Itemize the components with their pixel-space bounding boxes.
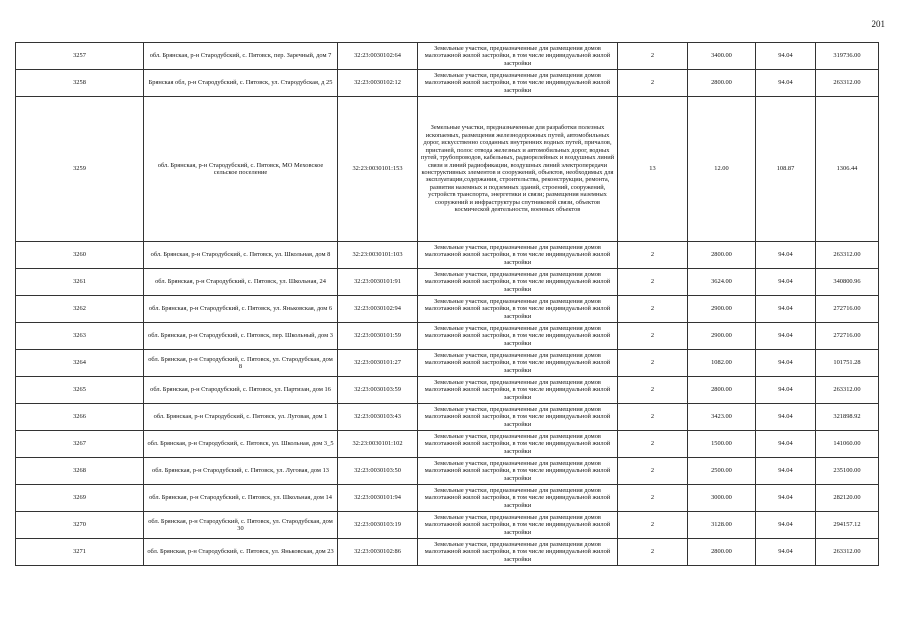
cell-area: 2800.00 [688, 539, 756, 566]
cell-land-use-type: Земельные участки, предназначенные для размещения домов малоэтажной жилой застройки, в том числе индивидуальной жилой застройки [418, 350, 618, 377]
cell-cadastral-value: 319736.00 [816, 43, 879, 70]
cell-land-use-type: Земельные участки, предназначенные для размещения домов малоэтажной жилой застройки, в том числе индивидуальной жилой застройки [418, 323, 618, 350]
cell-cadastral-number: 32:23:0030103:43 [338, 404, 418, 431]
cell-area: 3423.00 [688, 404, 756, 431]
cell-cadastral-number: 32:23:0030101:91 [338, 269, 418, 296]
cell-address: обл. Брянская, р-н Стародубский, с. Пятовск, ул. Школьная, дом 3_5 [144, 431, 338, 458]
table-row [16, 269, 879, 296]
cell-land-use-type: Земельные участки, предназначенные для размещения домов малоэтажной жилой застройки, в том числе индивидуальной жилой застройки [418, 539, 618, 566]
cell-area: 3000.00 [688, 485, 756, 512]
cell-row-number: 3270 [16, 512, 144, 539]
cell-specific-value: 94.04 [756, 431, 816, 458]
cell-specific-value: 94.04 [756, 377, 816, 404]
cell-row-number: 3260 [16, 242, 144, 269]
cell-row-number: 3259 [16, 97, 144, 242]
table-row [16, 404, 879, 431]
cell-cadastral-value: 101751.28 [816, 350, 879, 377]
table-row [16, 485, 879, 512]
table-row [16, 70, 879, 97]
cell-address: обл. Брянская, р-н Стародубский, с. Пятовск, ул. Стародубская, дом 8 [144, 350, 338, 377]
table-row [16, 431, 879, 458]
cell-cadastral-value: 235100.00 [816, 458, 879, 485]
cell-group: 2 [618, 323, 688, 350]
cell-row-number: 3257 [16, 43, 144, 70]
cell-cadastral-value: 321898.92 [816, 404, 879, 431]
cell-cadastral-number: 32:23:0030101:27 [338, 350, 418, 377]
table-row [16, 350, 879, 377]
cell-group: 13 [618, 97, 688, 242]
cell-row-number: 3262 [16, 296, 144, 323]
cell-cadastral-value: 141060.00 [816, 431, 879, 458]
cell-address: обл. Брянская, р-н Стародубский, с. Пятовск, ул. Стародубская, дом 30 [144, 512, 338, 539]
cell-area: 1500.00 [688, 431, 756, 458]
cell-land-use-type: Земельные участки, предназначенные для размещения домов малоэтажной жилой застройки, в том числе индивидуальной жилой застройки [418, 404, 618, 431]
cell-specific-value: 94.04 [756, 269, 816, 296]
cell-row-number: 3269 [16, 485, 144, 512]
cell-cadastral-number: 32:23:0030101:102 [338, 431, 418, 458]
cell-area: 1082.00 [688, 350, 756, 377]
cell-cadastral-value: 272716.00 [816, 296, 879, 323]
cell-row-number: 3263 [16, 323, 144, 350]
cell-cadastral-number: 32:23:0030101:103 [338, 242, 418, 269]
cell-row-number: 3268 [16, 458, 144, 485]
cell-row-number: 3261 [16, 269, 144, 296]
table-row [16, 539, 879, 566]
cell-specific-value: 94.04 [756, 485, 816, 512]
cell-land-use-type: Земельные участки, предназначенные для размещения домов малоэтажной жилой застройки, в том числе индивидуальной жилой застройки [418, 43, 618, 70]
cell-land-use-type: Земельные участки, предназначенные для размещения домов малоэтажной жилой застройки, в том числе индивидуальной жилой застройки [418, 377, 618, 404]
cell-address: Брянская обл, р-н Стародубский, с. Пятовск, ул. Стародубская, д 25 [144, 70, 338, 97]
cell-cadastral-number: 32:23:0030101:59 [338, 323, 418, 350]
cell-cadastral-value: 1306.44 [816, 97, 879, 242]
cell-area: 2800.00 [688, 70, 756, 97]
table-row [16, 512, 879, 539]
cell-group: 2 [618, 377, 688, 404]
cell-specific-value: 94.04 [756, 539, 816, 566]
cell-specific-value: 94.04 [756, 458, 816, 485]
cell-specific-value: 94.04 [756, 512, 816, 539]
table-row [16, 296, 879, 323]
cell-area: 3400.00 [688, 43, 756, 70]
cell-cadastral-value: 263312.00 [816, 70, 879, 97]
cell-specific-value: 94.04 [756, 43, 816, 70]
cell-specific-value: 94.04 [756, 70, 816, 97]
cell-land-use-type: Земельные участки, предназначенные для размещения домов малоэтажной жилой застройки, в том числе индивидуальной жилой застройки [418, 70, 618, 97]
cell-group: 2 [618, 43, 688, 70]
cell-cadastral-value: 340800.96 [816, 269, 879, 296]
cell-group: 2 [618, 512, 688, 539]
table-body [16, 43, 879, 566]
cell-group: 2 [618, 458, 688, 485]
cell-group: 2 [618, 539, 688, 566]
cell-group: 2 [618, 269, 688, 296]
cell-area: 2900.00 [688, 296, 756, 323]
cell-group: 2 [618, 242, 688, 269]
cell-specific-value: 94.04 [756, 404, 816, 431]
cell-cadastral-value: 263312.00 [816, 377, 879, 404]
cell-cadastral-number: 32:23:0030102:94 [338, 296, 418, 323]
cell-cadastral-number: 32:23:0030102:64 [338, 43, 418, 70]
cell-land-use-type: Земельные участки, предназначенные для размещения домов малоэтажной жилой застройки, в том числе индивидуальной жилой застройки [418, 242, 618, 269]
table-row [16, 97, 879, 242]
cell-address: обл. Брянская, р-н Стародубский, с. Пятовск, ул. Школьная, 24 [144, 269, 338, 296]
cell-land-use-type: Земельные участки, предназначенные для размещения домов малоэтажной жилой застройки, в том числе индивидуальной жилой застройки [418, 458, 618, 485]
cell-land-use-type: Земельные участки, предназначенные для размещения домов малоэтажной жилой застройки, в том числе индивидуальной жилой застройки [418, 269, 618, 296]
cell-land-use-type: Земельные участки, предназначенные для размещения домов малоэтажной жилой застройки, в том числе индивидуальной жилой застройки [418, 512, 618, 539]
cell-row-number: 3265 [16, 377, 144, 404]
cell-address: обл. Брянская, р-н Стародубский, с. Пятовск, ул. Школьная, дом 8 [144, 242, 338, 269]
cell-row-number: 3264 [16, 350, 144, 377]
cell-cadastral-value: 263312.00 [816, 242, 879, 269]
cadastral-value-table [15, 42, 879, 566]
cell-cadastral-value: 263312.00 [816, 539, 879, 566]
table-row [16, 458, 879, 485]
cell-row-number: 3267 [16, 431, 144, 458]
table-row [16, 323, 879, 350]
cell-address: обл. Брянская, р-н Стародубский, с. Пятовск, пер. Заречный, дом 7 [144, 43, 338, 70]
cell-area: 2800.00 [688, 377, 756, 404]
page-number: 201 [871, 19, 885, 29]
cell-area: 3624.00 [688, 269, 756, 296]
table-row [16, 377, 879, 404]
cell-address: обл. Брянская, р-н Стародубский, с. Пятовск, ул. Яньковская, дом 6 [144, 296, 338, 323]
cell-address: обл. Брянская, р-н Стародубский, с. Пятовск, ул. Луговая, дом 13 [144, 458, 338, 485]
cell-land-use-type: Земельные участки, предназначенные для размещения домов малоэтажной жилой застройки, в том числе индивидуальной жилой застройки [418, 485, 618, 512]
cell-address: обл. Брянская, р-н Стародубский, с. Пятовск, МО Меховское сельское поселение [144, 97, 338, 242]
cell-specific-value: 94.04 [756, 323, 816, 350]
cell-land-use-type: Земельные участки, предназначенные для размещения домов малоэтажной жилой застройки, в том числе индивидуальной жилой застройки [418, 431, 618, 458]
cell-address: обл. Брянская, р-н Стародубский, с. Пятовск, ул. Партизан, дом 16 [144, 377, 338, 404]
cell-land-use-type: Земельные участки, предназначенные для размещения домов малоэтажной жилой застройки, в том числе индивидуальной жилой застройки [418, 296, 618, 323]
cell-address: обл. Брянская, р-н Стародубский, с. Пятовск, ул. Школьная, дом 14 [144, 485, 338, 512]
cell-cadastral-number: 32:23:0030103:50 [338, 458, 418, 485]
cell-cadastral-number: 32:23:0030103:59 [338, 377, 418, 404]
cell-specific-value: 94.04 [756, 242, 816, 269]
cell-group: 2 [618, 404, 688, 431]
cell-cadastral-number: 32:23:0030102:12 [338, 70, 418, 97]
cell-cadastral-number: 32:23:0030101:153 [338, 97, 418, 242]
table-row [16, 43, 879, 70]
cell-land-use-type: Земельные участки, предназначенные для разработки полезных ископаемых, размещения железнодорожных путей, автомобильных дорог, искусственно созданных внутренних водных путей, причалов, пристаней, полос отвода железных и автомобильных дорог, водных путей, трубопроводов, кабельных, радиорелейных и воздушных линий связи и линий радиофикации, воздушных линий электропередачи конструктивных элементов и сооружений, объектов, необходимых для эксплуатации,содержания, строительства, реконструкции, ремонта, развития наземных и подземных зданий, строений, сооружений, устройств транспорта, энергетики и связи; размещения наземных сооружений и инфраструктуры спутниковой связи, объектов космической деятельности, военных объектов [418, 97, 618, 242]
cell-area: 12.00 [688, 97, 756, 242]
cell-row-number: 3258 [16, 70, 144, 97]
cell-group: 2 [618, 431, 688, 458]
cell-cadastral-value: 282120.00 [816, 485, 879, 512]
cell-specific-value: 108.87 [756, 97, 816, 242]
cell-cadastral-value: 272716.00 [816, 323, 879, 350]
cell-address: обл. Брянская, р-н Стародубский, с. Пятовск, ул. Луговая, дом 1 [144, 404, 338, 431]
cell-cadastral-number: 32:23:0030101:94 [338, 485, 418, 512]
cell-specific-value: 94.04 [756, 296, 816, 323]
cell-row-number: 3266 [16, 404, 144, 431]
cell-area: 2900.00 [688, 323, 756, 350]
cell-address: обл. Брянская, р-н Стародубский, с. Пятовск, пер. Школьный, дом 3 [144, 323, 338, 350]
cell-group: 2 [618, 350, 688, 377]
cell-area: 2800.00 [688, 242, 756, 269]
cell-row-number: 3271 [16, 539, 144, 566]
cell-group: 2 [618, 70, 688, 97]
cell-address: обл. Брянская, р-н Стародубский, с. Пятовск, ул. Яньковская, дом 23 [144, 539, 338, 566]
cell-area: 2500.00 [688, 458, 756, 485]
cell-group: 2 [618, 296, 688, 323]
table-row [16, 242, 879, 269]
cell-cadastral-number: 32:23:0030103:19 [338, 512, 418, 539]
cell-cadastral-value: 294157.12 [816, 512, 879, 539]
cell-group: 2 [618, 485, 688, 512]
cell-cadastral-number: 32:23:0030102:86 [338, 539, 418, 566]
cell-area: 3128.00 [688, 512, 756, 539]
cell-specific-value: 94.04 [756, 350, 816, 377]
